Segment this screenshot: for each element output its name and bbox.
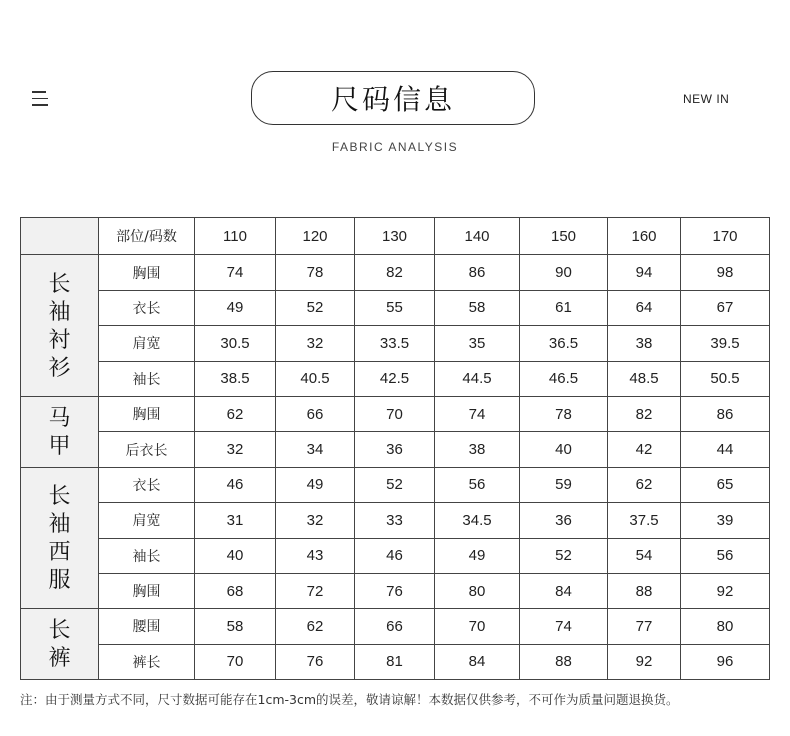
measurement-value: 70 [435, 609, 520, 644]
measurement-value: 90 [520, 255, 608, 290]
corner-cell [21, 218, 99, 255]
table-row [21, 644, 770, 679]
measurement-value: 40 [520, 432, 608, 467]
measurement-value: 36 [355, 432, 435, 467]
new-in-link[interactable]: NEW IN [683, 92, 730, 106]
measurement-value: 44 [681, 432, 770, 467]
measurement-value: 81 [355, 644, 435, 679]
measurement-value: 34.5 [435, 503, 520, 538]
measurement-value: 33.5 [355, 326, 435, 361]
measurement-value: 48.5 [608, 361, 681, 396]
garment-group-label [21, 467, 99, 609]
measurement-value: 38 [608, 326, 681, 361]
hamburger-menu-icon[interactable] [32, 91, 48, 109]
garment-group-label [21, 255, 99, 397]
measurement-value: 54 [608, 538, 681, 573]
garment-group-name: 马甲 [48, 405, 71, 459]
measurement-label: 胸围 [99, 255, 195, 290]
size-header-cell: 170 [681, 218, 770, 255]
measurement-value: 58 [435, 290, 520, 325]
measurement-value: 52 [355, 467, 435, 502]
measurement-value: 32 [276, 503, 355, 538]
measurement-value: 58 [195, 609, 276, 644]
measurement-value: 35 [435, 326, 520, 361]
size-header-cell: 130 [355, 218, 435, 255]
measurement-value: 76 [355, 573, 435, 608]
measurement-value: 74 [520, 609, 608, 644]
measurement-label: 袖长 [99, 538, 195, 573]
measurement-value: 44.5 [435, 361, 520, 396]
measurement-value: 65 [681, 467, 770, 502]
table-row [21, 290, 770, 325]
measurement-value: 78 [520, 396, 608, 431]
measurement-label: 肩宽 [99, 503, 195, 538]
measurement-value: 66 [276, 396, 355, 431]
garment-group-label [21, 396, 99, 467]
measurement-label: 衣长 [99, 467, 195, 502]
size-header-cell: 140 [435, 218, 520, 255]
table-row [21, 467, 770, 502]
measurement-value: 80 [681, 609, 770, 644]
measurement-value: 96 [681, 644, 770, 679]
measurement-label: 胸围 [99, 396, 195, 431]
table-row [21, 609, 770, 644]
measurement-value: 82 [355, 255, 435, 290]
measurement-value: 40 [195, 538, 276, 573]
measurement-value: 62 [276, 609, 355, 644]
size-header-cell: 110 [195, 218, 276, 255]
measurement-value: 84 [520, 573, 608, 608]
page-title: 尺码信息 [251, 71, 535, 125]
measurement-value: 66 [355, 609, 435, 644]
measurement-value: 31 [195, 503, 276, 538]
measurement-value: 84 [435, 644, 520, 679]
measurement-value: 40.5 [276, 361, 355, 396]
table-row [21, 432, 770, 467]
measurement-value: 67 [681, 290, 770, 325]
garment-group-label [21, 609, 99, 680]
measurement-value: 70 [355, 396, 435, 431]
measurement-value: 56 [681, 538, 770, 573]
measurement-value: 37.5 [608, 503, 681, 538]
measurement-value: 52 [276, 290, 355, 325]
measurement-value: 39.5 [681, 326, 770, 361]
measurement-value: 82 [608, 396, 681, 431]
measurement-value: 36 [520, 503, 608, 538]
measurement-value: 77 [608, 609, 681, 644]
measurement-value: 62 [195, 396, 276, 431]
measurement-value: 42 [608, 432, 681, 467]
measurement-value: 32 [195, 432, 276, 467]
measurement-value: 80 [435, 573, 520, 608]
measurement-value: 36.5 [520, 326, 608, 361]
measurement-label: 衣长 [99, 290, 195, 325]
size-header-cell: 150 [520, 218, 608, 255]
measurement-value: 33 [355, 503, 435, 538]
measurement-value: 98 [681, 255, 770, 290]
measurement-value: 38.5 [195, 361, 276, 396]
measurement-value: 55 [355, 290, 435, 325]
measurement-value: 88 [608, 573, 681, 608]
corner-label: 部位/码数 [99, 218, 195, 255]
measurement-value: 46.5 [520, 361, 608, 396]
measurement-value: 49 [276, 467, 355, 502]
measurement-value: 86 [435, 255, 520, 290]
size-header-row [21, 218, 770, 255]
garment-group-name: 长袖衬衫 [48, 271, 71, 381]
table-row [21, 326, 770, 361]
measurement-value: 68 [195, 573, 276, 608]
table-row [21, 538, 770, 573]
measurement-value: 64 [608, 290, 681, 325]
measurement-label: 肩宽 [99, 326, 195, 361]
measurement-label: 裤长 [99, 644, 195, 679]
measurement-value: 72 [276, 573, 355, 608]
measurement-value: 62 [608, 467, 681, 502]
measurement-value: 32 [276, 326, 355, 361]
measurement-value: 94 [608, 255, 681, 290]
size-header-cell: 120 [276, 218, 355, 255]
measurement-value: 78 [276, 255, 355, 290]
table-row [21, 361, 770, 396]
table-row [21, 255, 770, 290]
disclaimer-note: 注：由于测量方式不同，尺寸数据可能存在1cm-3cm的误差，敬请谅解！本数据仅供参考，不可作为质量问题退换货。 [20, 692, 679, 707]
measurement-value: 34 [276, 432, 355, 467]
measurement-value: 38 [435, 432, 520, 467]
measurement-label: 腰围 [99, 609, 195, 644]
measurement-value: 49 [435, 538, 520, 573]
measurement-value: 92 [681, 573, 770, 608]
measurement-value: 92 [608, 644, 681, 679]
page-subtitle: FABRIC ANALYSIS [331, 140, 459, 154]
measurement-value: 39 [681, 503, 770, 538]
table-row [21, 573, 770, 608]
measurement-value: 76 [276, 644, 355, 679]
measurement-value: 88 [520, 644, 608, 679]
table-row [21, 396, 770, 431]
measurement-label: 后衣长 [99, 432, 195, 467]
size-table [20, 217, 770, 680]
garment-group-name: 长袖西服 [48, 484, 71, 594]
measurement-value: 46 [355, 538, 435, 573]
table-row [21, 503, 770, 538]
measurement-value: 30.5 [195, 326, 276, 361]
measurement-label: 袖长 [99, 361, 195, 396]
measurement-value: 43 [276, 538, 355, 573]
size-header-cell: 160 [608, 218, 681, 255]
measurement-value: 61 [520, 290, 608, 325]
measurement-value: 46 [195, 467, 276, 502]
measurement-value: 42.5 [355, 361, 435, 396]
measurement-value: 59 [520, 467, 608, 502]
measurement-value: 70 [195, 644, 276, 679]
measurement-value: 49 [195, 290, 276, 325]
measurement-value: 86 [681, 396, 770, 431]
measurement-label: 胸围 [99, 573, 195, 608]
measurement-value: 74 [195, 255, 276, 290]
measurement-value: 74 [435, 396, 520, 431]
measurement-value: 50.5 [681, 361, 770, 396]
measurement-value: 56 [435, 467, 520, 502]
measurement-value: 52 [520, 538, 608, 573]
garment-group-name: 长裤 [48, 618, 71, 672]
